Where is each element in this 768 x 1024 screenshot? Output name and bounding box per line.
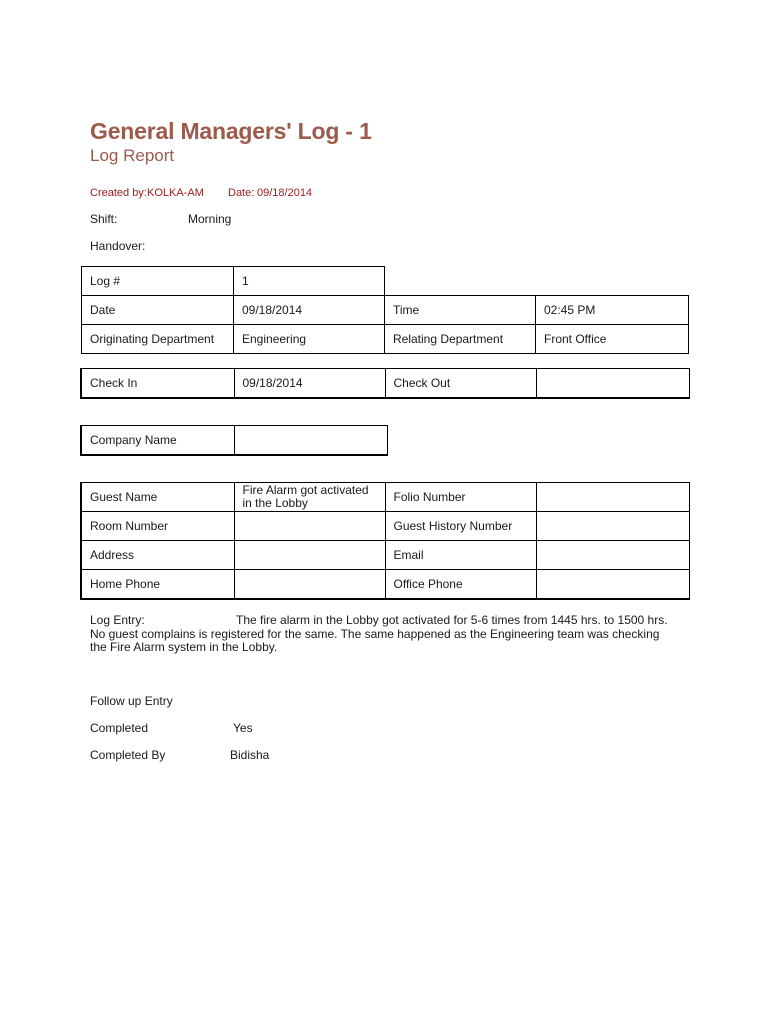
- log-number-label: Log #: [82, 267, 234, 296]
- company-table: [80, 425, 388, 456]
- check-in-label: Check In: [81, 369, 234, 399]
- completed-by-value: Bidisha: [230, 748, 270, 762]
- time-field-label: Time: [385, 296, 536, 325]
- completed-value: Yes: [233, 721, 253, 735]
- relating-department-label: Relating Department: [385, 325, 536, 354]
- date-field-label: Date: [82, 296, 234, 325]
- created-by-value: KOLKA-AM: [147, 187, 204, 199]
- email-label: Email: [385, 541, 536, 570]
- table-row: [81, 541, 689, 570]
- follow-up-label: Follow up Entry: [90, 694, 173, 708]
- stay-table: [80, 368, 690, 399]
- log-table: [81, 266, 689, 354]
- check-in-value: 09/18/2014: [234, 369, 385, 399]
- log-entry: [90, 614, 675, 655]
- home-phone-value: [234, 570, 385, 600]
- table-row: [82, 267, 689, 296]
- table-row: [82, 325, 689, 354]
- address-label: Address: [81, 541, 234, 570]
- originating-department-value: Engineering: [234, 325, 385, 354]
- page-title: General Managers' Log - 1: [90, 118, 372, 144]
- log-number-value: 1: [234, 267, 385, 296]
- time-field-value: 02:45 PM: [536, 296, 689, 325]
- guest-history-number-label: Guest History Number: [385, 512, 536, 541]
- table-row: [81, 570, 689, 600]
- empty-cell: [385, 267, 536, 296]
- date-label: Date:: [228, 187, 255, 199]
- log-entry-text: The fire alarm in the Lobby got activated for 5-6 times from 1445 hrs. to 1500 hrs. No guest complains is registered for the same. The same happened as the Engineering team was checking the Fire Alarm system in the Lobby.: [90, 613, 668, 654]
- completed-by-label: Completed By: [90, 748, 166, 762]
- shift-label: Shift:: [90, 212, 118, 226]
- page-subtitle: Log Report: [90, 146, 175, 165]
- folio-number-value: [536, 483, 689, 512]
- office-phone-label: Office Phone: [385, 570, 536, 600]
- company-name-value: [234, 426, 387, 456]
- check-out-value: [536, 369, 689, 399]
- check-out-label: Check Out: [385, 369, 536, 399]
- folio-number-label: Folio Number: [385, 483, 536, 512]
- created-by-label: Created by:: [90, 187, 147, 199]
- room-number-value: [234, 512, 385, 541]
- date-field-value: 09/18/2014: [234, 296, 385, 325]
- guest-name-label: Guest Name: [81, 483, 234, 512]
- email-value: [536, 541, 689, 570]
- table-row: [81, 369, 689, 399]
- guest-table: [80, 482, 690, 600]
- date-value: 09/18/2014: [257, 187, 313, 199]
- company-name-label: Company Name: [81, 426, 234, 456]
- address-value: [234, 541, 385, 570]
- guest-name-value: Fire Alarm got activated in the Lobby: [234, 483, 385, 512]
- guest-history-number-value: [536, 512, 689, 541]
- table-row: [82, 296, 689, 325]
- office-phone-value: [536, 570, 689, 600]
- handover-label: Handover:: [90, 239, 146, 253]
- home-phone-label: Home Phone: [81, 570, 234, 600]
- log-entry-label: Log Entry:: [90, 613, 145, 627]
- table-row: [81, 426, 387, 456]
- completed-label: Completed: [90, 721, 149, 735]
- table-row: [81, 512, 689, 541]
- shift-value: Morning: [188, 212, 232, 226]
- relating-department-value: Front Office: [536, 325, 689, 354]
- table-row: [81, 483, 689, 512]
- originating-department-label: Originating Department: [82, 325, 234, 354]
- empty-cell: [536, 267, 689, 296]
- room-number-label: Room Number: [81, 512, 234, 541]
